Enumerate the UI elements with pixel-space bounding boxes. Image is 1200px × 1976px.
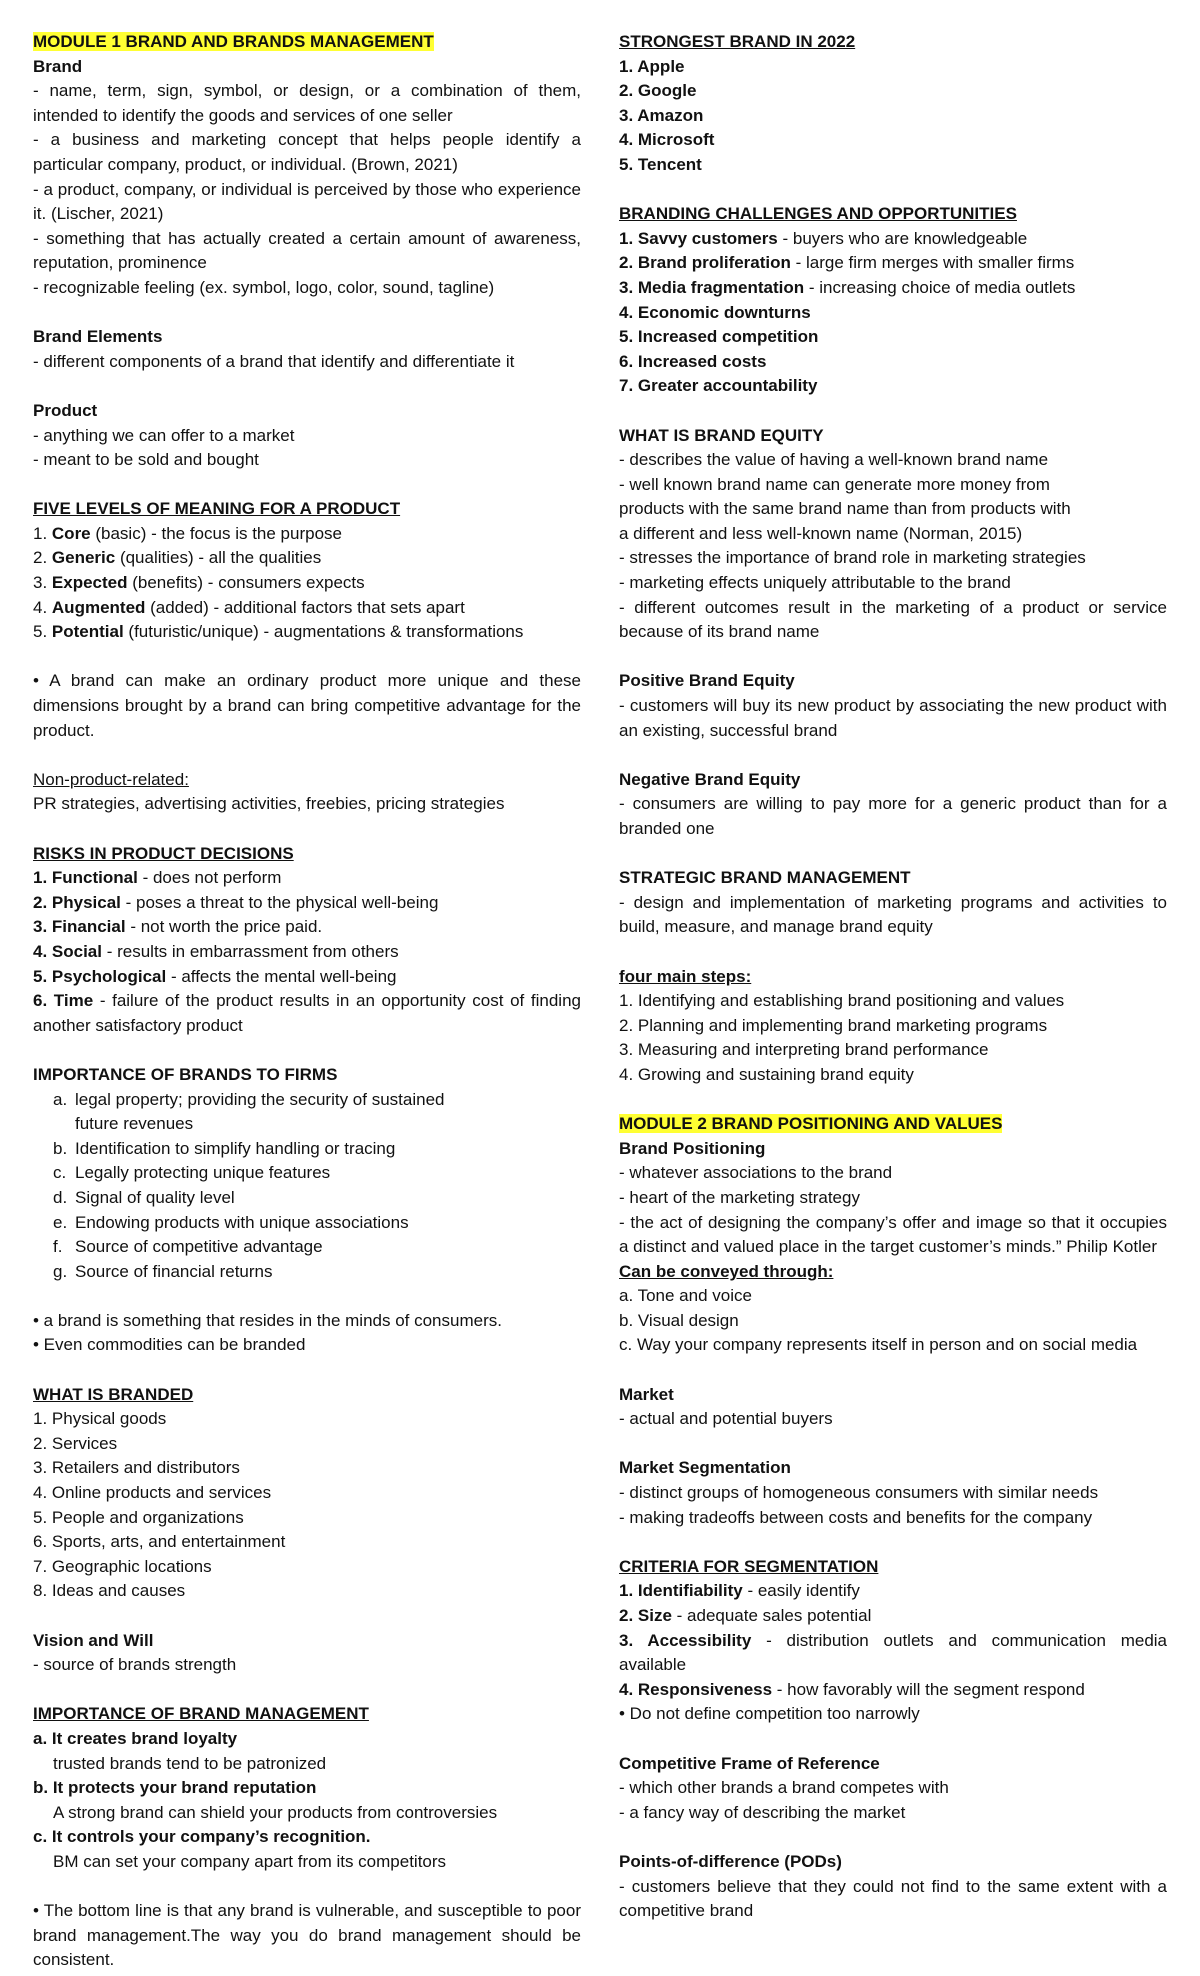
list-item: 4. Growing and sustaining brand equity bbox=[619, 1064, 914, 1084]
negative-equity-def: - consumers are willing to pay more for a generic product than for a branded one bbox=[619, 794, 1167, 838]
sbm-heading: STRATEGIC BRAND MANAGEMENT bbox=[619, 868, 911, 888]
bullet-note: • Do not define competition too narrowly bbox=[619, 1704, 920, 1724]
segmentation-heading: Market Segmentation bbox=[619, 1458, 791, 1478]
bottom-line-note: • The bottom line is that any brand is vulnerable, and susceptible to poor brand management.The way you do brand management should be consistent. bbox=[33, 1901, 581, 1970]
brand-heading: Brand bbox=[33, 56, 83, 76]
list-item: 2. Services bbox=[33, 1433, 118, 1453]
list-item: 5. Potential (futuristic/unique) - augmentations & transformations bbox=[33, 622, 524, 642]
frame-def: - which other brands a brand competes with bbox=[619, 1778, 949, 1798]
list-item: 4. Online products and services bbox=[33, 1483, 272, 1503]
list-item: b. Identification to simplify handling or tracing bbox=[53, 1138, 396, 1158]
list-item-title: b. It protects your brand reputation bbox=[33, 1778, 317, 1798]
list-item: 2. Physical - poses a threat to the physical well-being bbox=[33, 892, 439, 912]
what-branded-heading: WHAT IS BRANDED bbox=[33, 1384, 194, 1404]
list-item: 3. Accessibility - distribution outlets and communication media available bbox=[619, 1630, 1168, 1675]
list-item-desc: trusted brands tend to be patronized bbox=[53, 1753, 327, 1773]
equity-line: a different and less well-known name (Norman, 2015) bbox=[619, 523, 1023, 543]
brand-elements-def: - different components of a brand that identify and differentiate it bbox=[33, 351, 515, 371]
positioning-kotler: - the act of designing the company’s offer and image so that it occupies a distinct and valued place in the target customer’s minds.” Philip Kotler bbox=[619, 1212, 1167, 1257]
list-item: 7. Geographic locations bbox=[33, 1556, 212, 1576]
list-item: 1. Functional - does not perform bbox=[33, 868, 282, 888]
list-item: 2. Google bbox=[619, 81, 697, 101]
brand-def: - a business and marketing concept that helps people identify a particular company, product, or individual. (Brown, 2021) bbox=[33, 130, 581, 174]
list-item-title: a. It creates brand loyalty bbox=[33, 1728, 238, 1748]
frame-heading: Competitive Frame of Reference bbox=[619, 1753, 880, 1773]
list-item: 4. Social - results in embarrassment from others bbox=[33, 941, 399, 961]
positioning-def: - heart of the marketing strategy bbox=[619, 1187, 860, 1207]
list-item: 5. People and organizations bbox=[33, 1507, 244, 1527]
list-item: 1. Apple bbox=[619, 56, 685, 76]
equity-line: - marketing effects uniquely attributable to the brand bbox=[619, 573, 1011, 593]
criteria-heading: CRITERIA FOR SEGMENTATION bbox=[619, 1556, 879, 1576]
list-item: 2. Brand proliferation - large firm merges with smaller firms bbox=[619, 253, 1075, 273]
list-item: 4. Responsiveness - how favorably will the segment respond bbox=[619, 1679, 1085, 1699]
list-item: 3. Measuring and interpreting brand performance bbox=[619, 1040, 989, 1060]
module1-title: MODULE 1 BRAND AND BRANDS MANAGEMENT bbox=[33, 32, 434, 51]
list-item: 8. Ideas and causes bbox=[33, 1581, 186, 1601]
vision-def: - source of brands strength bbox=[33, 1655, 237, 1675]
list-item: 4. Microsoft bbox=[619, 130, 715, 150]
list-item: 4. Augmented (added) - additional factors that sets apart bbox=[33, 597, 465, 617]
list-item: 5. Increased competition bbox=[619, 327, 819, 347]
importance-bm-heading: IMPORTANCE OF BRAND MANAGEMENT bbox=[33, 1704, 369, 1724]
list-item: 1. Physical goods bbox=[33, 1409, 167, 1429]
list-item-continuation: future revenues bbox=[75, 1114, 194, 1134]
equity-line: products with the same brand name than from products with bbox=[619, 499, 1071, 519]
list-item: 5. Tencent bbox=[619, 154, 702, 174]
list-item: 2. Planning and implementing brand marketing programs bbox=[619, 1015, 1048, 1035]
equity-line: - stresses the importance of brand role in marketing strategies bbox=[619, 548, 1086, 568]
list-item: 3. Media fragmentation - increasing choice of media outlets bbox=[619, 277, 1076, 297]
list-item: 2. Size - adequate sales potential bbox=[619, 1606, 872, 1625]
list-item: 6. Sports, arts, and entertainment bbox=[33, 1532, 286, 1552]
importance-firms-heading: IMPORTANCE OF BRANDS TO FIRMS bbox=[33, 1064, 338, 1084]
list-item: b. Visual design bbox=[619, 1310, 739, 1330]
bullet-note: • a brand is something that resides in the minds of consumers. bbox=[33, 1310, 502, 1330]
equity-line: - well known brand name can generate more money from bbox=[619, 474, 1050, 494]
bullet-note: • Even commodities can be branded bbox=[33, 1335, 306, 1355]
list-item: 6. Increased costs bbox=[619, 351, 767, 371]
list-item: a. Tone and voice bbox=[619, 1286, 752, 1306]
brand-elements-heading: Brand Elements bbox=[33, 327, 163, 347]
market-heading: Market bbox=[619, 1384, 674, 1404]
list-item: 1. Identifying and establishing brand positioning and values bbox=[619, 991, 1065, 1011]
negative-equity-heading: Negative Brand Equity bbox=[619, 769, 801, 789]
segmentation-def: - distinct groups of homogeneous consumers with similar needs bbox=[619, 1483, 1099, 1503]
non-product-heading: Non-product-related: bbox=[33, 769, 189, 789]
list-item: g. Source of financial returns bbox=[53, 1261, 273, 1281]
list-item: f. Source of competitive advantage bbox=[53, 1237, 323, 1257]
positioning-heading: Brand Positioning bbox=[619, 1138, 766, 1158]
list-item-desc: BM can set your company apart from its competitors bbox=[53, 1851, 447, 1871]
brand-def: - recognizable feeling (ex. symbol, logo, color, sound, tagline) bbox=[33, 277, 495, 297]
positive-equity-def: - customers will buy its new product by associating the new product with an existing, successful brand bbox=[619, 696, 1167, 740]
brand-def: - something that has actually created a certain amount of awareness, reputation, prominence bbox=[33, 228, 581, 273]
market-def: - actual and potential buyers bbox=[619, 1409, 833, 1429]
brand-unique-note: • A brand can make an ordinary product more unique and these dimensions brought by a brand can bring competitive advantage for the product. bbox=[33, 671, 581, 740]
list-item: 6. Time - failure of the product results in an opportunity cost of finding another satisfactory product bbox=[33, 991, 581, 1035]
frame-def: - a fancy way of describing the market bbox=[619, 1802, 906, 1822]
list-item: 3. Amazon bbox=[619, 105, 704, 125]
equity-heading: WHAT IS BRAND EQUITY bbox=[619, 425, 824, 445]
brand-def: - a product, company, or individual is perceived by those who experience it. (Lischer, 2021) bbox=[33, 179, 581, 224]
risks-heading: RISKS IN PRODUCT DECISIONS bbox=[33, 843, 294, 863]
list-item: d. Signal of quality level bbox=[53, 1187, 235, 1207]
right-column bbox=[619, 30, 1167, 1924]
conveyed-heading: Can be conveyed through: bbox=[619, 1261, 834, 1281]
positive-equity-heading: Positive Brand Equity bbox=[619, 671, 795, 691]
list-item: 3. Financial - not worth the price paid. bbox=[33, 917, 323, 937]
pods-def: - customers believe that they could not find to the same extent with a competitive brand bbox=[619, 1876, 1167, 1921]
vision-heading: Vision and Will bbox=[33, 1630, 154, 1650]
sbm-def: - design and implementation of marketing programs and activities to build, measure, and manage brand equity bbox=[619, 892, 1167, 937]
list-item: e. Endowing products with unique associations bbox=[53, 1212, 409, 1232]
strongest-heading: STRONGEST BRAND IN 2022 bbox=[619, 32, 856, 51]
module2-title: MODULE 2 BRAND POSITIONING AND VALUES bbox=[619, 1114, 1003, 1134]
non-product-def: PR strategies, advertising activities, freebies, pricing strategies bbox=[33, 794, 505, 814]
brand-def: - name, term, sign, symbol, or design, or a combination of them, intended to identify the goods and services of one seller bbox=[33, 81, 581, 125]
list-item: 4. Economic downturns bbox=[619, 302, 811, 322]
equity-line: - describes the value of having a well-known brand name bbox=[619, 450, 1049, 470]
product-def: - meant to be sold and bought bbox=[33, 450, 259, 470]
list-item: 2. Generic (qualities) - all the qualities bbox=[33, 548, 322, 568]
product-heading: Product bbox=[33, 400, 98, 420]
positioning-def: - whatever associations to the brand bbox=[619, 1163, 893, 1183]
list-item: 1. Identifiability - easily identify bbox=[619, 1581, 860, 1601]
list-item: 3. Retailers and distributors bbox=[33, 1458, 240, 1478]
list-item: c. Legally protecting unique features bbox=[53, 1163, 331, 1183]
equity-outcomes: - different outcomes result in the marketing of a product or service because of its brand name bbox=[619, 597, 1167, 642]
list-item: 7. Greater accountability bbox=[619, 376, 818, 396]
list-item: 1. Core (basic) - the focus is the purpose bbox=[33, 523, 342, 543]
steps-heading: four main steps: bbox=[619, 966, 752, 986]
five-levels-heading: FIVE LEVELS OF MEANING FOR A PRODUCT bbox=[33, 499, 401, 519]
list-item-desc: A strong brand can shield your products from controversies bbox=[53, 1802, 498, 1822]
product-def: - anything we can offer to a market bbox=[33, 425, 295, 445]
segmentation-def: - making tradeoffs between costs and benefits for the company bbox=[619, 1507, 1093, 1527]
list-item: 3. Expected (benefits) - consumers expects bbox=[33, 573, 365, 593]
list-item-title: c. It controls your company’s recognition. bbox=[33, 1827, 371, 1847]
challenges-heading: BRANDING CHALLENGES AND OPPORTUNITIES bbox=[619, 204, 1017, 224]
pods-heading: Points-of-difference (PODs) bbox=[619, 1851, 842, 1871]
list-item: c. Way your company represents itself in person and on social media bbox=[619, 1335, 1138, 1355]
list-item: 1. Savvy customers - buyers who are knowledgeable bbox=[619, 228, 1028, 248]
list-item: 5. Psychological - affects the mental well-being bbox=[33, 966, 397, 986]
list-item: a. legal property; providing the security of sustained bbox=[53, 1089, 445, 1109]
left-column bbox=[33, 30, 581, 1973]
